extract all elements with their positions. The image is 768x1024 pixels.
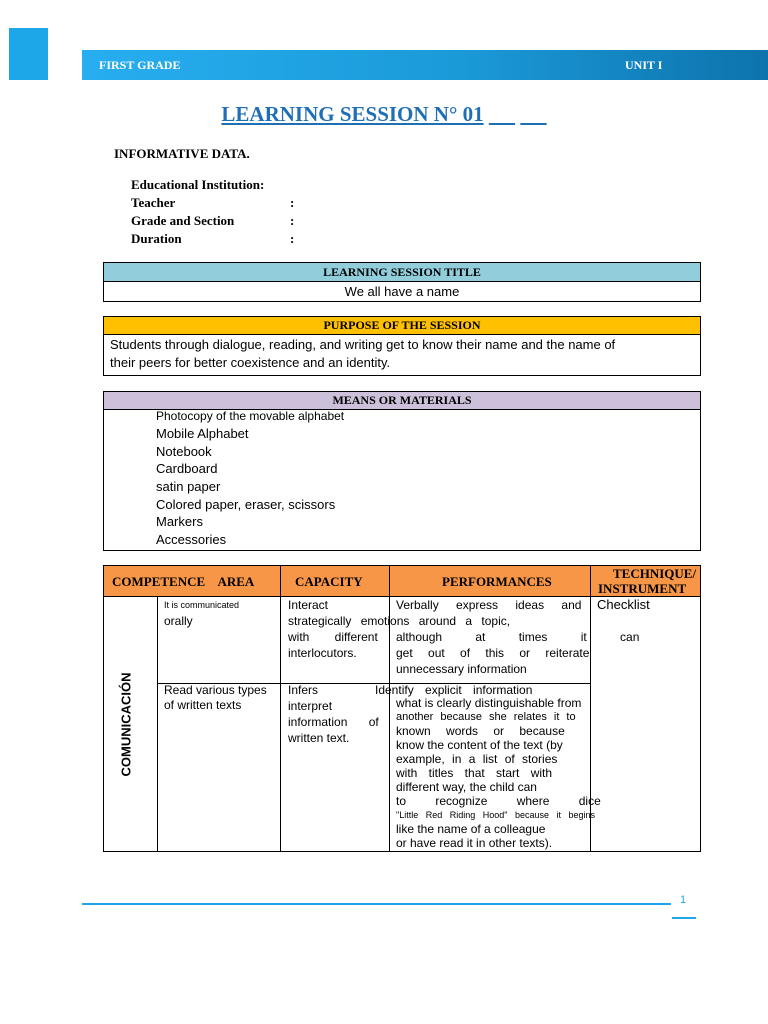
- material-item: Photocopy of the movable alphabet: [156, 409, 345, 423]
- info-label: Grade and Section: [131, 213, 235, 228]
- competence-small-text: It is communicated: [164, 600, 240, 610]
- table-border-left: [103, 597, 104, 852]
- purpose-line: their peers for better coexistence and an identity.: [110, 355, 391, 370]
- info-row-institution: [118, 177, 264, 193]
- header-technique-instrument: TECHNIQUE/ INSTRUMENT: [590, 565, 701, 597]
- purpose-text: [104, 335, 700, 373]
- material-item: Mobile Alphabet: [156, 426, 249, 441]
- info-label: Duration: [131, 231, 182, 246]
- header-performances: PERFORMANCES: [389, 565, 591, 597]
- performance-text: although at times it can get out of this or reiterate unnecessary information: [396, 630, 640, 676]
- header-competence-area: COMPETENCE AREA: [103, 565, 281, 597]
- capacity-text: strategically emotions around a topic,: [288, 614, 511, 628]
- session-title-heading: LEARNING SESSION TITLE: [104, 263, 700, 282]
- performance-first-line: Identify explicit information: [375, 683, 533, 697]
- info-colon: :: [290, 195, 295, 210]
- table-divider: [157, 597, 158, 852]
- purpose-heading: PURPOSE OF THE SESSION: [104, 317, 700, 335]
- material-item: Accessories: [156, 532, 227, 547]
- material-item: Cardboard: [156, 461, 218, 476]
- title-blank-2: [520, 102, 546, 126]
- material-item: satin paper: [156, 479, 221, 494]
- header-grade: FIRST GRADE: [99, 58, 181, 72]
- table-divider: [280, 597, 281, 852]
- page-number-underline: [672, 917, 696, 919]
- header-banner: [82, 50, 768, 80]
- material-item: Markers: [156, 514, 203, 529]
- purpose-box: [103, 316, 701, 376]
- capacity-text: with different interlocutors.: [288, 630, 378, 660]
- material-item: Colored paper, eraser, scissors: [156, 497, 336, 512]
- capacity-text: Infers interpret information of written text.: [288, 683, 379, 745]
- competence-text: Read various types of written texts: [164, 683, 267, 712]
- materials-box: [103, 391, 701, 551]
- info-row-teacher: [118, 195, 175, 211]
- performance-text: Verbally express ideas and: [396, 598, 582, 612]
- session-title-box: [103, 262, 701, 302]
- title-blank-1: [489, 102, 515, 126]
- header-unit: UNIT I: [625, 58, 663, 72]
- material-item: Notebook: [156, 444, 212, 459]
- table-divider: [389, 597, 390, 852]
- materials-heading: MEANS OR MATERIALS: [104, 392, 700, 410]
- info-label: Educational Institution:: [131, 177, 265, 192]
- informative-heading: INFORMATIVE DATA.: [114, 146, 250, 161]
- purpose-line: Students through dialogue, reading, and writing get to know their name and the name of: [110, 337, 616, 352]
- page-number: 1: [680, 894, 687, 906]
- table-border-right: [700, 597, 701, 852]
- info-colon: :: [290, 213, 295, 228]
- area-comunicacion-label: COMUNICACIÓN: [118, 672, 134, 777]
- capacity-text: Interact: [288, 598, 329, 612]
- session-title-text: LEARNING SESSION N° 01: [221, 102, 484, 126]
- session-title: [0, 102, 768, 127]
- competence-text: orally: [164, 614, 193, 628]
- technique-text: Checklist: [597, 597, 650, 612]
- table-border-bottom: [103, 851, 701, 852]
- session-title-value: We all have a name: [344, 284, 460, 299]
- info-label: Teacher: [131, 195, 176, 210]
- info-colon: :: [290, 231, 295, 246]
- performance-text: what is clearly distinguishable from another because she relates it to known words or because know the content of the text (by example, in a list of stories with titles that start with different way, the child can to recognize where dice "Little Red Riding Hood" because it begins like the name of a colleague or have read it in other texts).: [396, 696, 601, 850]
- info-row-duration: [118, 231, 182, 247]
- footer-line: [82, 903, 671, 905]
- corner-accent-block: [9, 28, 48, 80]
- competence-table: [103, 565, 701, 852]
- info-row-grade-section: [118, 213, 234, 229]
- header-capacity: CAPACITY: [280, 565, 390, 597]
